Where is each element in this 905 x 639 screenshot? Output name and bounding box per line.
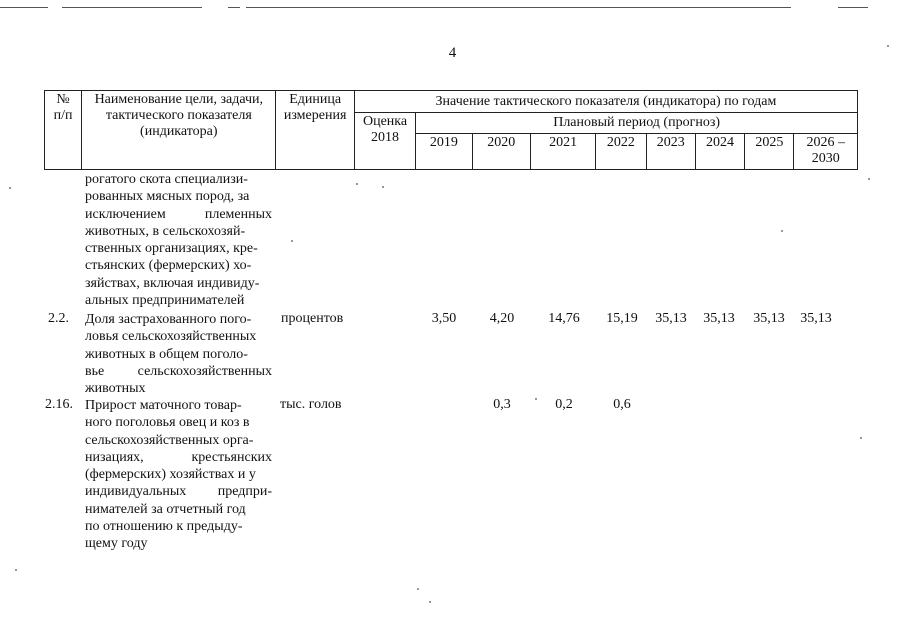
row-value: 4,20 <box>489 311 515 326</box>
scan-speck <box>429 601 431 603</box>
scan-line <box>838 7 868 8</box>
row-value: 35,13 <box>800 311 832 326</box>
scan-line <box>62 7 202 8</box>
table-header <box>44 90 858 170</box>
header-year: 2024 <box>695 134 744 170</box>
scan-speck <box>417 588 419 590</box>
header-year: 2019 <box>416 134 472 170</box>
scan-speck <box>781 230 783 232</box>
row-value: 0,3 <box>493 397 511 412</box>
scan-speck <box>868 178 870 180</box>
header-plan-period: Плановый период (прогноз) <box>416 113 858 134</box>
header-year: 2026 – 2030 <box>794 134 858 170</box>
header-year: 2023 <box>646 134 695 170</box>
row-value: 3,50 <box>431 311 457 326</box>
row-value: 14,76 <box>548 311 580 326</box>
scan-line <box>228 7 240 8</box>
header-unit: Единица измерения <box>276 91 354 170</box>
scan-speck <box>9 187 11 189</box>
row-unit: тыс. голов <box>280 397 342 412</box>
row-description: рогатого скота специализи- рованных мясных пород, за исключением племенных животных, в сельскохозяй- ственных организациях, кре- стьянских (фермерских) хо- зяйствах, включая индивиду- альных предпринимателей <box>85 172 272 309</box>
scan-speck <box>291 240 293 242</box>
row-value: 15,19 <box>606 311 638 326</box>
row-unit: процентов <box>281 311 344 326</box>
row-number: 2.2. <box>48 311 69 326</box>
header-year: 2021 <box>530 134 595 170</box>
scan-speck <box>887 45 889 47</box>
header-year: 2022 <box>596 134 646 170</box>
scan-speck <box>356 183 358 185</box>
scan-speck <box>535 398 537 400</box>
page-number: 4 <box>448 45 457 61</box>
scan-line <box>0 7 48 8</box>
header-year: 2020 <box>472 134 530 170</box>
scan-speck <box>15 569 17 571</box>
row-value: 35,13 <box>753 311 785 326</box>
scan-line <box>246 7 791 8</box>
header-name: Наименование цели, задачи, тактического показателя (индикатора) <box>82 91 276 170</box>
row-description: Доля застрахованного пого- ловья сельскохозяйственных животных в общем поголо- вье сельскохозяйственных животных <box>85 312 272 397</box>
header-num: № п/п <box>45 91 82 170</box>
row-number: 2.16. <box>45 397 73 412</box>
row-value: 35,13 <box>703 311 735 326</box>
row-value: 0,2 <box>555 397 573 412</box>
row-description: Прирост маточного товар- ного поголовья овец и коз в сельскохозяйственных орга- низациях, крестьянских (фермерских) хозяйствах и у индивидуальных предпри- нимателей за отчетный год по отношению к предыду- щему году <box>85 398 272 552</box>
row-value: 0,6 <box>613 397 631 412</box>
header-year: 2025 <box>745 134 794 170</box>
scan-speck <box>382 186 384 188</box>
row-value: 35,13 <box>655 311 687 326</box>
header-estimate: Оценка 2018 <box>354 113 415 170</box>
header-values-title: Значение тактического показателя (индикатора) по годам <box>354 91 857 113</box>
scan-speck <box>860 437 862 439</box>
